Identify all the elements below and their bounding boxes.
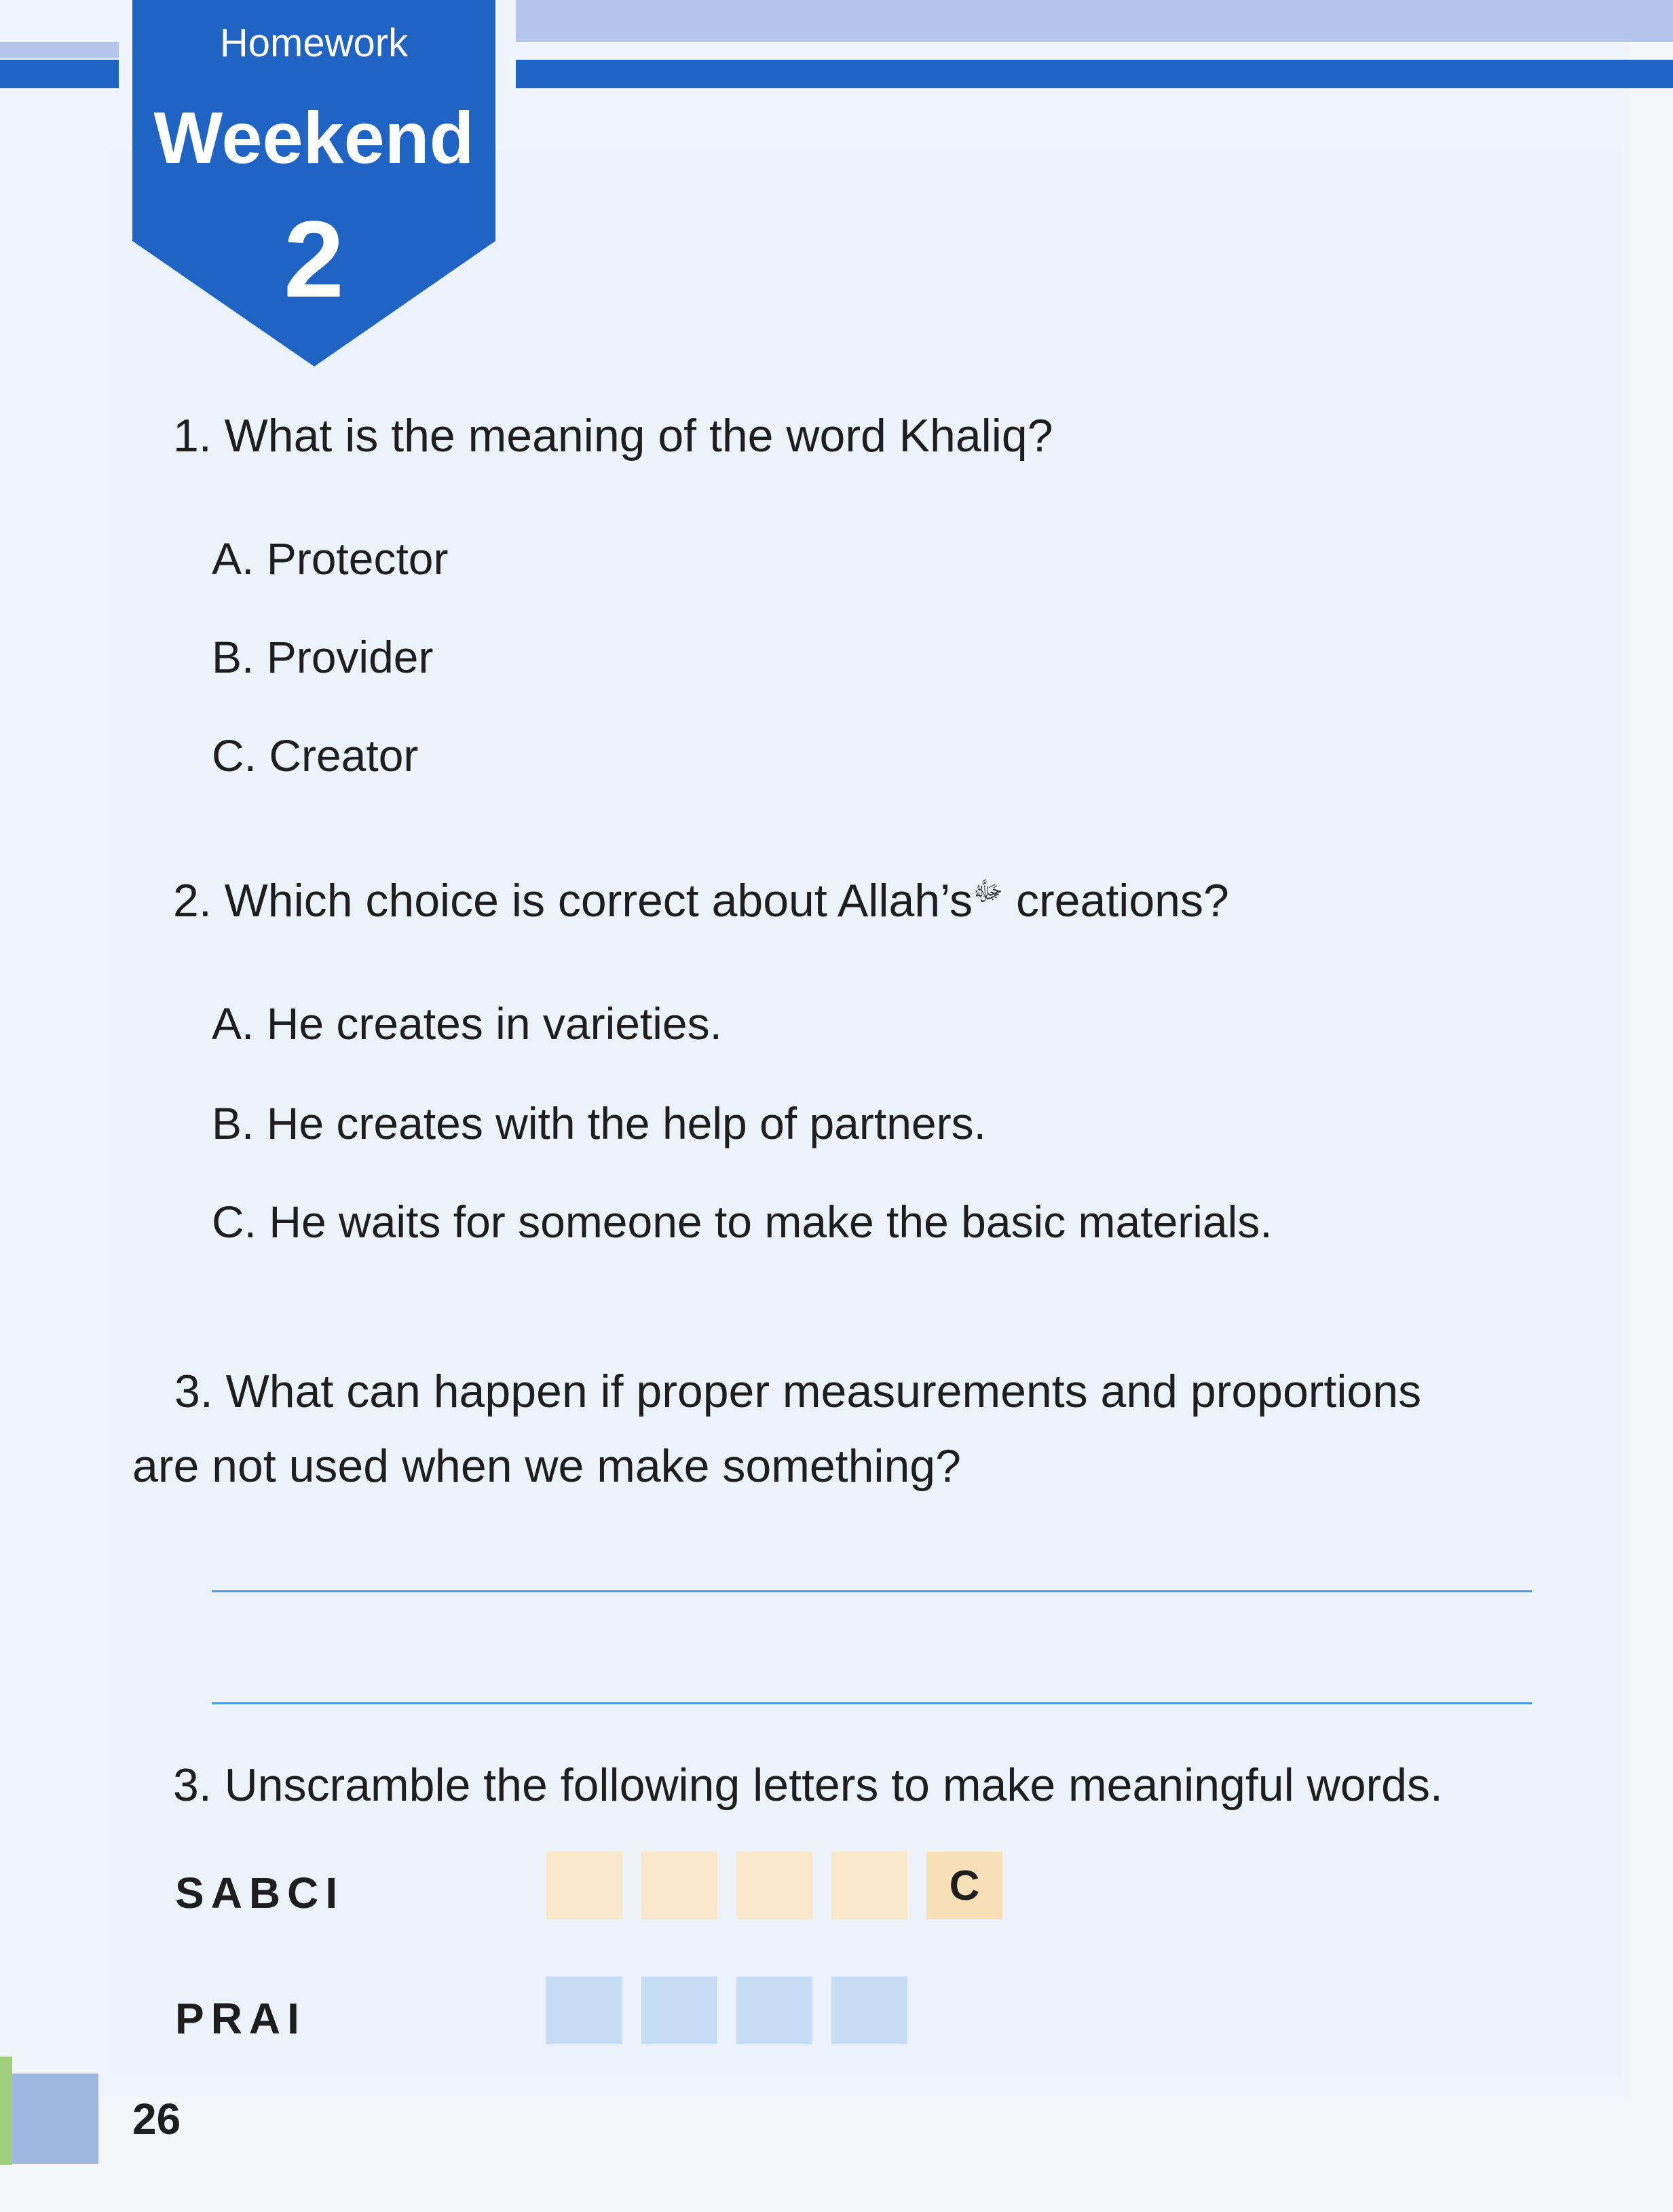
banner-homework-label: Homework <box>219 21 409 65</box>
page-edge-accent <box>0 2057 12 2165</box>
banner-weekend-label: Weekend <box>153 96 474 179</box>
letter-box[interactable] <box>831 1852 907 1919</box>
letter-box[interactable] <box>546 1976 622 2044</box>
question-2-text-start: 2. Which choice is correct about Allah’s <box>173 875 973 926</box>
scrambled-word-2: PRAI <box>175 1994 306 2043</box>
letter-box[interactable] <box>736 1976 812 2044</box>
homework-banner <box>132 0 495 367</box>
letter-box[interactable] <box>641 1852 717 1919</box>
left-band-light <box>0 42 119 58</box>
letter-box[interactable] <box>736 1852 812 1919</box>
question-2-option-c[interactable]: C. He waits for someone to make the basic materials. <box>212 1197 1273 1247</box>
question-3 <box>132 1354 1612 1503</box>
left-band-dark <box>0 60 119 88</box>
letter-box[interactable] <box>546 1852 622 1919</box>
unscramble-instruction: 3. Unscramble the following letters to make meaningful words. <box>173 1759 1443 1811</box>
answer-line-2[interactable] <box>212 1702 1532 1704</box>
header-band-dark <box>516 60 1673 88</box>
question-3-line-1: 3. What can happen if proper measurements and proportions <box>174 1366 1422 1417</box>
letter-box-filled[interactable]: C <box>926 1852 1002 1919</box>
question-2-option-a[interactable]: A. He creates in varieties. <box>212 998 722 1049</box>
question-2-text-end: creations? <box>1003 875 1229 926</box>
question-1: 1. What is the meaning of the word Khaliq? <box>173 410 1053 462</box>
letter-box[interactable] <box>831 1976 907 2044</box>
scrambled-word-1: SABCI <box>175 1869 345 1917</box>
page-number-tab <box>0 2074 98 2164</box>
question-1-option-a[interactable]: A. Protector <box>212 533 449 584</box>
letter-box[interactable] <box>641 1976 717 2044</box>
question-1-option-b[interactable]: B. Provider <box>212 632 434 682</box>
page-number: 26 <box>132 2095 181 2143</box>
question-3-line-2: are not used when we make something? <box>132 1440 961 1492</box>
honorific-calligraphy-icon: ﷻ <box>972 876 1004 907</box>
question-2-option-b[interactable]: B. He creates with the help of partners. <box>212 1098 986 1148</box>
answer-line-1[interactable] <box>212 1590 1532 1592</box>
header-band-light <box>516 0 1673 42</box>
question-1-option-c[interactable]: C. Creator <box>212 730 419 781</box>
question-2 <box>173 865 1229 937</box>
banner-week-number: 2 <box>284 198 344 320</box>
